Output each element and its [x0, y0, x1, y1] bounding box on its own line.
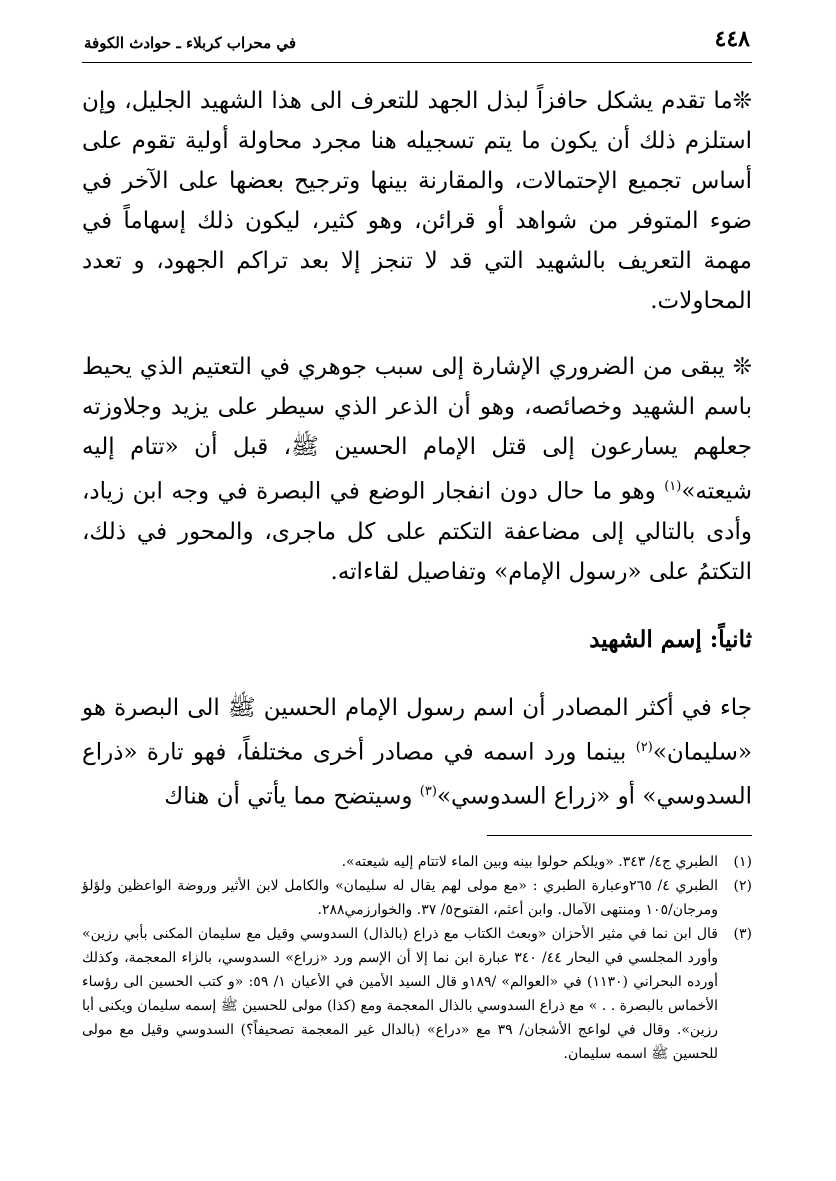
footnotes [82, 850, 752, 1066]
footnote-ref: (٢) [635, 739, 653, 755]
paragraph [82, 688, 752, 817]
footnote-number: (١) [733, 853, 752, 870]
paragraph: ❊ما تقدم يشكل حافزاً لبذل الجهد للتعرف الى هذا الشهيد الجليل، وإن استلزم ذلك أن يكون ما يتم تسجيله هنا مجرد محاولة أولية تقوم على أساس تجميع الإحتمالات، والمقارنة بينها وترجيح بعضها على الآخر في ضوء المتوفر من شواهد أو قرائن، وهو كثير، ليكون ذلك إسهاماً في مهمة التعريف بالشهيد التي قد لا تنجز إلا بعد تراكم الجهود، و تعدد المحاولات. [82, 88, 752, 314]
footnote-text: الطبري ج٤/ ٣٤٣. «ويلكم حولوا بينه وبين الماء لاتتام إليه شيعته». [341, 853, 718, 870]
footnote [82, 922, 752, 1066]
footnote-ref: (١) [664, 479, 682, 494]
footnote [82, 874, 752, 922]
section-heading: ثانياً: إسم الشهيد [589, 625, 752, 653]
paragraph-text: ❊ يبقى من الضروري الإشارة إلى سبب جوهري في التعتيم الذي يحيط باسم الشهيد وخصائصه، وهو أن الذعر الذي سيطر على يزيد وجلاوزته جعلهم يسارعون إلى قتل الإمام الحسين ﷺ، قبل أن «تتام إليه شيعته» [82, 354, 752, 505]
footnote-divider [487, 835, 752, 836]
footnote-ref: (٣) [419, 784, 437, 800]
footnote-number: (٢) [733, 877, 752, 894]
page-header [82, 26, 752, 63]
paragraph-text: جاء في أكثر المصادر أن اسم رسول الإمام الحسين ﷺ الى البصرة هو «سليمان» [82, 694, 752, 766]
main-text [82, 81, 752, 817]
paragraph [82, 347, 752, 592]
footnote-number: (٣) [733, 925, 752, 942]
paragraph-text: وهو ما حال دون انفجار الوضع في البصرة في وجه ابن زياد، وأدى بالتالي إلى مضاعفة التكتم على كل ماجرى، والمحور في ذلك، التكتمُ على «رسول الإمام» وتفاصيل لقاءاته. [82, 478, 752, 585]
running-title: في محراب كربلاء ـ حوادث الكوفة [84, 34, 297, 52]
footnote-text: الطبري ٤/ ٢٦٥وعبارة الطبري : «مع مولى لهم يقال له سليمان» والكامل لابن الأثير وروضة الواعظين ولؤلؤ ومرجان/١٠٥ ومنتهى الآمال. وابن أعثم، الفتوح٥/ ٣٧. والخوارزمي٢٨٨. [82, 877, 719, 918]
page [82, 26, 752, 1156]
paragraph-text: بينما ورد اسمه في مصادر أخرى مختلفاً، فهو تارة «ذراع السدوسي» أو «زراع السدوسي» [82, 739, 752, 810]
page-number: ٤٤٨ [714, 26, 750, 52]
footnote [82, 850, 752, 874]
footnote-text: قال ابن نما في مثير الأحزان «وبعث الكتاب مع ذراع (بالذال) السدوسي وقيل مع سليمان المكنى بأبي رزين» وأورد المجلسي في البحار ٤٤/ ٣٤٠ عبارة ابن نما إلا أن الإسم ورد «زراع» السدوسي، بالزاء المعجمة، وكذلك أورده البحراني (١١٣٠) في «العوالم» /١٨٩و قال السيد الأمين في الأعيان ١/ ٥٩: «و كتب الحسين الى رؤساء الأخماس بالبصرة . . » مع ذراع السدوسي بالذال المعجمة ومع (كذا) مولى للحسين ﷺ إسمه سليمان ويكنى أبا رزين». وقال في لواعج الأشجان/ ٣٩ مع «دراع» (بالدال غير المعجمة تصحيفاً؟) السدوسي وقيل مع مولى للحسين ﷺ اسمه سليمان. [82, 925, 719, 1062]
paragraph-text: وسيتضح مما يأتي أن هناك [164, 783, 420, 810]
